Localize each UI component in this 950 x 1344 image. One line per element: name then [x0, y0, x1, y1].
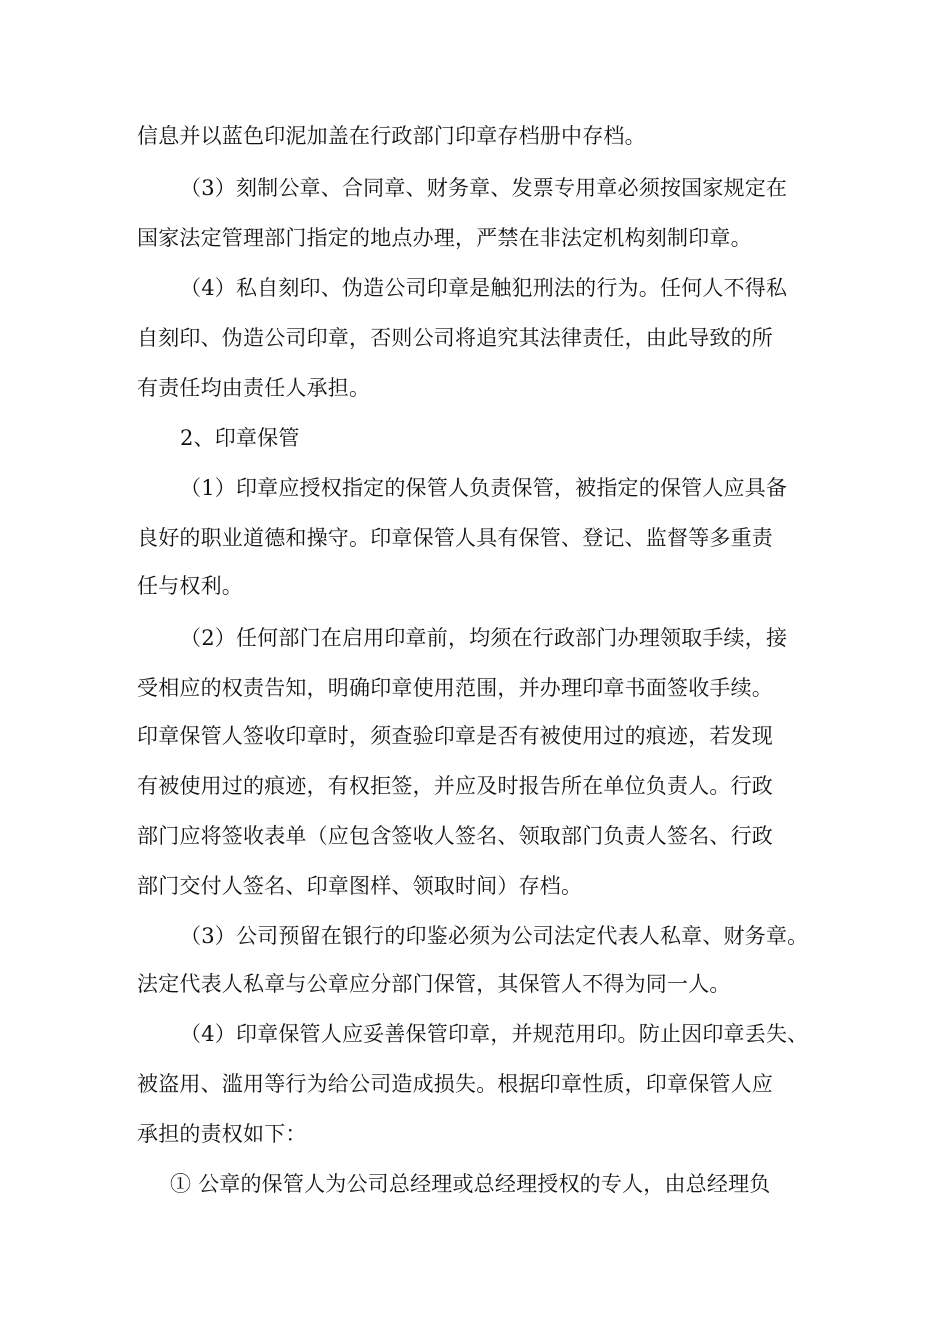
list-item: ① 公章的保管人为公司总经理或总经理授权的专人，由总经理负: [170, 1172, 771, 1196]
text-line: （3）刻制公章、合同章、财务章、发票专用章必须按国家规定在: [180, 176, 788, 200]
text-line: 印章保管人签收印章时，须查验印章是否有被使用过的痕迹，若发现: [137, 724, 773, 748]
text-line: 法定代表人私章与公章应分部门保管，其保管人不得为同一人。: [137, 972, 731, 996]
text-line: 良好的职业道德和操守。印章保管人具有保管、登记、监督等多重责: [137, 526, 773, 550]
text-line: 部门交付人签名、印章图样、领取时间）存档。: [137, 874, 583, 898]
text-line: （4）印章保管人应妥善保管印章，并规范用印。防止因印章丢失、: [180, 1022, 809, 1046]
text-line: 被盗用、滥用等行为给公司造成损失。根据印章性质，印章保管人应: [137, 1072, 773, 1096]
text-line: （3）公司预留在银行的印鉴必须为公司法定代表人私章、财务章。: [180, 924, 809, 948]
text-line: （1）印章应授权指定的保管人负责保管，被指定的保管人应具备: [180, 476, 788, 500]
text-line: 承担的责权如下：: [137, 1122, 307, 1146]
text-line: （4）私自刻印、伪造公司印章是触犯刑法的行为。任何人不得私: [180, 276, 788, 300]
text-line: 有被使用过的痕迹，有权拒签，并应及时报告所在单位负责人。行政: [137, 774, 773, 798]
text-line: 有责任均由责任人承担。: [137, 376, 371, 400]
text-line: 国家法定管理部门指定的地点办理，严禁在非法定机构刻制印章。: [137, 226, 752, 250]
text-line: 任与权利。: [137, 574, 243, 598]
text-line: 自刻印、伪造公司印章，否则公司将追究其法律责任，由此导致的所: [137, 326, 773, 350]
text-line: 受相应的权责告知，明确印章使用范围，并办理印章书面签收手续。: [137, 676, 773, 700]
text-line: 部门应将签收表单（应包含签收人签名、领取部门负责人签名、行政: [137, 824, 773, 848]
text-line: （2）任何部门在启用印章前，均须在行政部门办理领取手续，接: [180, 626, 788, 650]
section-heading: 2、印章保管: [180, 426, 300, 450]
text-line: 信息并以蓝色印泥加盖在行政部门印章存档册中存档。: [137, 124, 646, 148]
